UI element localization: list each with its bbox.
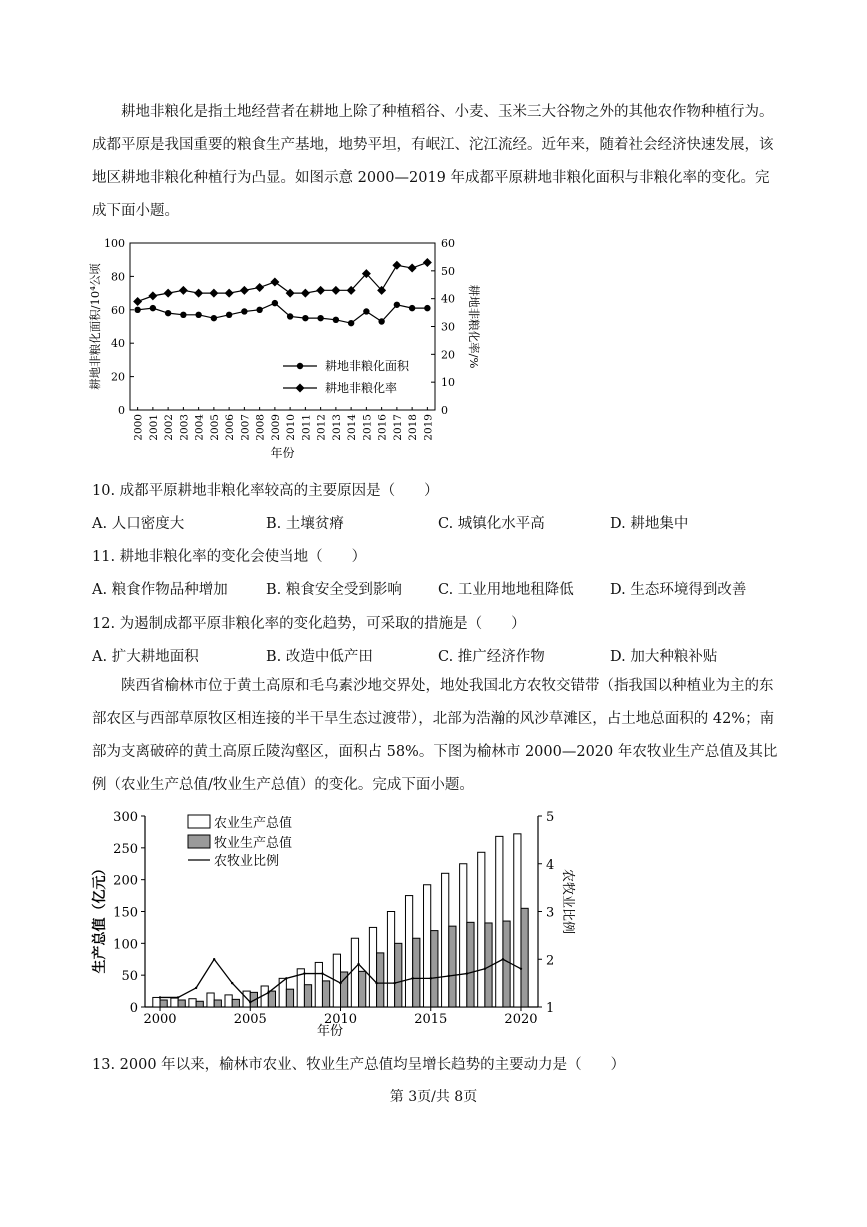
bar-pasture: [413, 938, 420, 1007]
ratio-point: [393, 982, 395, 984]
data-point-rate: [209, 289, 218, 298]
x-tick-label: 2000: [143, 1012, 177, 1027]
data-point-area: [226, 312, 232, 318]
ratio-point: [357, 963, 359, 965]
left-tick-label: 60: [111, 303, 125, 317]
left-tick-label: 50: [121, 969, 138, 985]
q11-option-a[interactable]: A. 粮食作物品种增加: [92, 582, 228, 598]
data-point-area: [424, 305, 430, 311]
bar-agriculture: [207, 993, 214, 1007]
q11-option-d[interactable]: D. 生态环境得到改善: [610, 582, 747, 598]
data-point-rate: [179, 286, 188, 295]
bar-agriculture: [496, 836, 503, 1007]
left-tick-label: 100: [113, 937, 138, 953]
x-tick-label: 2016: [376, 414, 389, 441]
left-tick-label: 0: [118, 404, 125, 417]
legend-label: 耕地非粮化率: [325, 381, 398, 395]
question-10-stem: 10. 成都平原耕地非粮化率较高的主要原因是（ ）: [92, 483, 439, 499]
x-tick-label: 2010: [285, 414, 298, 441]
data-point-area: [165, 310, 171, 316]
left-tick-label: 300: [113, 810, 138, 825]
x-tick-label: 2000: [132, 414, 145, 441]
data-point-area: [287, 313, 293, 319]
ratio-point: [466, 972, 468, 974]
bar-agriculture: [189, 999, 196, 1007]
right-tick-label: 0: [441, 404, 448, 417]
data-point-rate: [301, 289, 310, 298]
legend-label: 耕地非粮化面积: [325, 359, 410, 373]
ratio-point: [484, 968, 486, 970]
x-tick-label: 2005: [233, 1012, 267, 1027]
legend-label-agriculture: 农业生产总值: [214, 816, 293, 831]
x-tick-label: 2011: [300, 414, 313, 441]
right-tick-label: 1: [546, 1001, 555, 1016]
left-axis-title: 生产总值（亿元）: [92, 861, 108, 974]
q11-option-b[interactable]: B. 粮食安全受到影响: [266, 582, 402, 598]
x-tick-label: 2012: [315, 414, 328, 441]
x-tick-label: 2006: [224, 414, 237, 441]
x-tick-label: 2017: [391, 414, 404, 441]
data-point-rate: [194, 289, 203, 298]
right-tick-label: 60: [441, 237, 455, 250]
q12-option-a[interactable]: A. 扩大耕地面积: [92, 649, 199, 665]
ratio-point: [231, 982, 233, 984]
right-axis-title: 农牧业比例: [560, 868, 575, 935]
bar-agriculture: [460, 864, 467, 1007]
x-tick-label: 2001: [147, 414, 160, 441]
data-point-area: [241, 308, 247, 314]
data-point-area: [256, 307, 262, 313]
x-tick-label: 2005: [208, 414, 221, 441]
x-tick-label: 2010: [323, 1012, 358, 1027]
chart-farmland-nongrain: [85, 233, 481, 465]
data-point-area: [272, 300, 278, 306]
ratio-point: [213, 958, 215, 960]
x-tick-label: 2019: [422, 414, 435, 441]
bar-pasture: [395, 943, 402, 1007]
x-tick-label: 2015: [414, 1012, 448, 1027]
bar-pasture: [286, 989, 293, 1007]
legend-marker-diamond: [296, 384, 305, 393]
x-tick-label: 2018: [407, 414, 420, 441]
left-tick-label: 100: [104, 237, 125, 250]
left-tick-label: 150: [113, 905, 138, 921]
x-axis-title: 年份: [270, 446, 295, 460]
bar-pasture: [196, 1001, 203, 1007]
x-tick-label: 2004: [193, 414, 206, 441]
q10-option-b[interactable]: B. 土壤贫瘠: [266, 516, 344, 532]
data-point-area: [394, 302, 400, 308]
data-point-rate: [133, 297, 142, 306]
x-tick-label: 2008: [254, 414, 267, 441]
data-point-rate: [423, 258, 432, 267]
data-point-area: [302, 315, 308, 321]
right-tick-label: 50: [441, 264, 455, 278]
x-tick-label: 2009: [269, 414, 282, 441]
data-point-area: [211, 315, 217, 321]
x-axis-title: 年份: [316, 1024, 344, 1039]
bar-pasture: [304, 985, 311, 1007]
bar-pasture: [431, 931, 438, 1007]
right-tick-label: 30: [441, 320, 455, 334]
left-tick-label: 20: [111, 370, 125, 384]
data-point-area: [363, 308, 369, 314]
legend-label-pasture: 牧业生产总值: [214, 836, 293, 851]
bar-agriculture: [225, 995, 232, 1007]
question-11-stem: 11. 耕地非粮化率的变化会使当地（ ）: [92, 549, 367, 565]
right-tick-label: 40: [441, 292, 455, 306]
bar-agriculture: [369, 927, 376, 1007]
legend-swatch-pasture: [188, 835, 210, 848]
right-tick-label: 3: [546, 905, 555, 921]
data-point-rate: [164, 289, 173, 298]
x-tick-label: 2013: [330, 414, 343, 441]
ratio-point: [321, 972, 323, 974]
data-point-rate: [331, 286, 340, 295]
data-point-area: [333, 317, 339, 323]
bar-agriculture: [153, 997, 160, 1007]
ratio-point: [411, 977, 413, 979]
legend-label-ratio: 农牧业比例: [214, 854, 280, 869]
question-12-stem: 12. 为遏制成都平原非粮化率的变化趋势，可采取的措施是（ ）: [92, 616, 526, 632]
data-point-area: [195, 312, 201, 318]
x-tick-label: 2020: [504, 1012, 538, 1027]
bar-agriculture: [171, 998, 178, 1007]
data-point-rate: [148, 291, 157, 300]
bar-agriculture: [315, 962, 322, 1007]
series-line-2: [138, 262, 428, 301]
bar-agriculture: [405, 896, 412, 1007]
bar-agriculture: [478, 852, 485, 1007]
right-tick-label: 4: [546, 857, 555, 873]
right-tick-label: 2: [546, 953, 555, 969]
q11-option-c[interactable]: C. 工业用地地租降低: [438, 582, 574, 598]
bar-agriculture: [514, 834, 521, 1007]
bar-agriculture: [424, 885, 431, 1007]
right-axis-title: 耕地非粮化率/%: [467, 284, 481, 369]
data-point-area: [348, 320, 354, 326]
chart-yulin-output: [90, 805, 575, 1045]
intro-paragraph-1: 耕地非粮化是指土地经营者在耕地上除了种植稻谷、小麦、玉米三大谷物之外的其他农作物种植行为。成都平原是我国重要的粮食生产基地，地势平坦，有岷江、沱江流经。近年来，随着社会经济快速发展，该地区耕地非粮化种植行为凸显。如图示意 2000—2019 年成都平原耕地非粮化面积与非粮化率的变化。完成下面小题。: [92, 104, 774, 219]
data-point-area: [317, 315, 323, 321]
bar-pasture: [268, 991, 275, 1007]
left-tick-label: 0: [129, 1001, 138, 1016]
x-tick-label: 2015: [361, 414, 374, 441]
data-point-rate: [286, 289, 295, 298]
bar-agriculture: [387, 912, 394, 1008]
bar-pasture: [467, 922, 474, 1007]
x-tick-label: 2003: [178, 414, 191, 441]
bar-pasture: [359, 971, 366, 1007]
bar-pasture: [521, 908, 528, 1007]
question-13-stem: 13. 2000 年以来，榆林市农业、牧业生产总值均呈增长趋势的主要动力是（ ）: [92, 1057, 626, 1073]
x-tick-label: 2014: [346, 414, 359, 441]
ratio-point: [177, 996, 179, 998]
ratio-point: [339, 982, 341, 984]
left-axis-title: 耕地非粮化面积/10⁴公顷: [88, 263, 102, 390]
right-tick-label: 5: [546, 810, 555, 825]
bar-pasture: [322, 981, 329, 1007]
bar-pasture: [160, 1000, 167, 1007]
data-point-area: [150, 305, 156, 311]
ratio-point: [159, 996, 161, 998]
bar-pasture: [449, 926, 456, 1007]
q12-option-b[interactable]: B. 改造中低产田: [266, 649, 373, 665]
x-tick-label: 2007: [239, 414, 252, 441]
bar-pasture: [377, 953, 384, 1007]
page-number: 第 3页/共 8页: [389, 1089, 478, 1105]
ratio-point: [285, 977, 287, 979]
right-tick-label: 10: [441, 376, 455, 390]
bar-agriculture: [442, 873, 449, 1007]
intro-paragraph-2: 陕西省榆林市位于黄土高原和毛乌素沙地交界处，地处我国北方农牧交错带（指我国以种植业为主的东部农区与西部草原牧区相连接的半干旱生态过渡带），北部为浩瀚的风沙草滩区，占土地总面积的 42%；南部为支离破碎的黄土高原丘陵沟壑区，面积占 58%。下图为榆林市 2000—2020 年农牧业生产总值及其比例（农业生产总值/牧业生产总值）的变化。完成下面小题。: [92, 678, 778, 793]
q12-option-d[interactable]: D. 加大种粮补贴: [610, 649, 718, 665]
ratio-point: [195, 987, 197, 989]
ratio-point: [303, 972, 305, 974]
q10-option-d[interactable]: D. 耕地集中: [610, 516, 689, 532]
ratio-point: [502, 958, 504, 960]
ratio-point: [520, 968, 522, 970]
bar-agriculture: [351, 938, 358, 1007]
x-tick-label: 2002: [163, 414, 176, 441]
q10-option-c[interactable]: C. 城镇化水平高: [438, 516, 545, 532]
data-point-rate: [270, 277, 279, 286]
left-tick-label: 200: [113, 873, 138, 889]
right-tick-label: 20: [441, 348, 455, 362]
data-point-rate: [240, 286, 249, 295]
bar-pasture: [214, 1000, 221, 1007]
data-point-area: [134, 307, 140, 313]
bar-pasture: [503, 921, 510, 1007]
legend-swatch-agriculture: [188, 815, 210, 828]
data-point-rate: [316, 286, 325, 295]
ratio-point: [448, 975, 450, 977]
data-point-rate: [255, 283, 264, 292]
data-point-rate: [392, 261, 401, 270]
left-tick-label: 250: [113, 841, 138, 857]
data-point-area: [409, 305, 415, 311]
ratio-point: [430, 977, 432, 979]
legend-marker-circle: [297, 363, 303, 369]
left-tick-label: 40: [111, 337, 125, 351]
data-point-rate: [225, 289, 234, 298]
ratio-point: [249, 1001, 251, 1003]
bar-pasture: [178, 1000, 185, 1007]
ratio-point: [375, 982, 377, 984]
q12-option-c[interactable]: C. 推广经济作物: [438, 649, 545, 665]
data-point-area: [180, 312, 186, 318]
q10-option-a[interactable]: A. 人口密度大: [92, 516, 185, 532]
data-point-rate: [408, 264, 417, 273]
ratio-point: [267, 991, 269, 993]
left-tick-label: 80: [111, 270, 125, 284]
data-point-area: [378, 318, 384, 324]
bar-pasture: [232, 999, 239, 1007]
